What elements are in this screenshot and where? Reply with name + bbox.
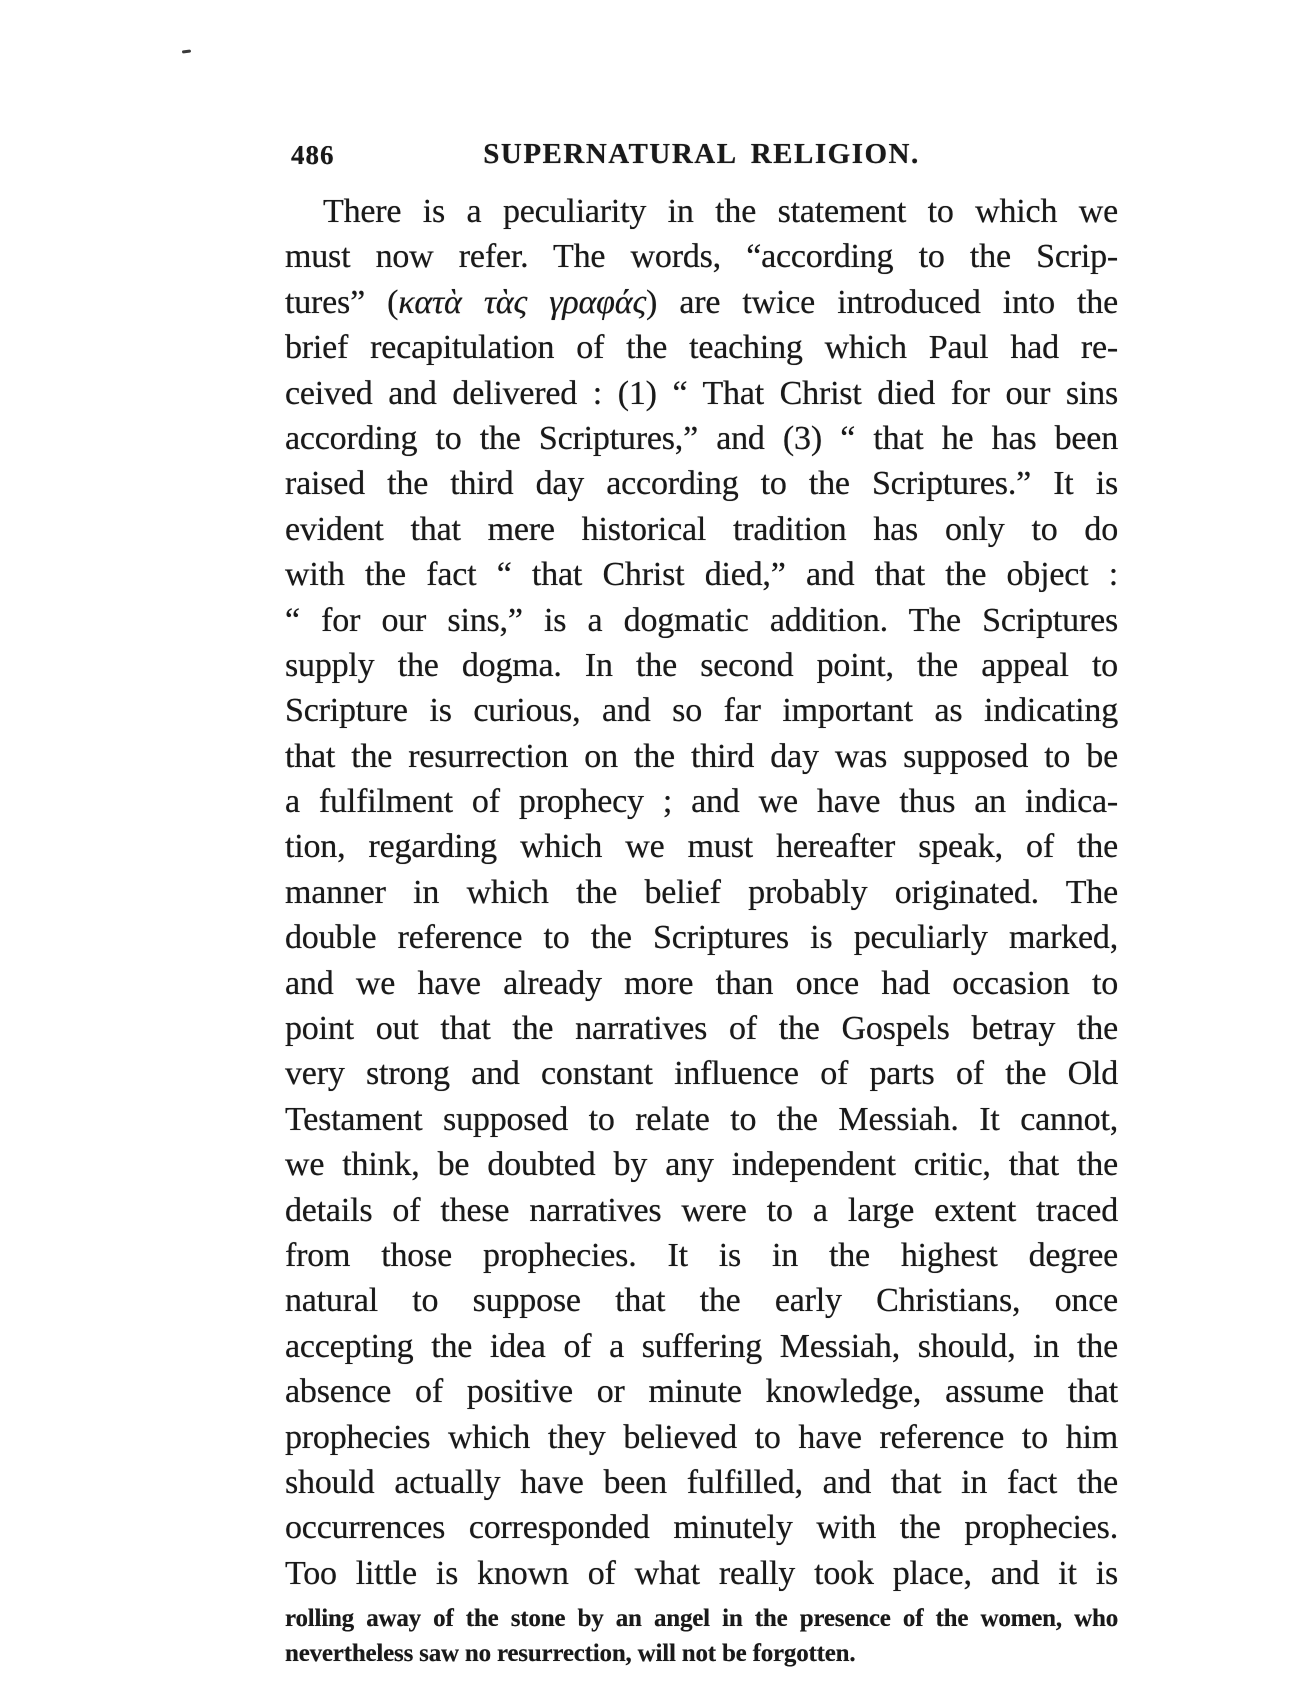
text-segment: tures” (: [285, 283, 399, 321]
scan-speck: [182, 49, 191, 53]
body-text-line: raised the third day according to the Scriptures.” It is: [285, 465, 1118, 503]
body-text-line: very strong and constant influence of parts of the Old: [285, 1055, 1118, 1093]
body-text-line: details of these narratives were to a large extent traced: [285, 1191, 1118, 1229]
body-text-line: occurrences corresponded minutely with the prophecies.: [285, 1509, 1118, 1547]
body-text-line: “ for our sins,” is a dogmatic addition. The Scriptures: [285, 601, 1118, 639]
body-text-line: prophecies which they believed to have reference to him: [285, 1418, 1118, 1456]
body-text-line: evident that mere historical tradition has only to do: [285, 510, 1118, 548]
footnote-line: nevertheless saw no resurrection, will not be forgotten.: [285, 1640, 856, 1667]
running-title: SUPERNATURAL RELIGION.: [483, 138, 920, 170]
body-text-line: must now refer. The words, “according to the Scrip-: [285, 238, 1118, 276]
body-text-line: brief recapitulation of the teaching which Paul had re-: [285, 329, 1118, 367]
page-header: [285, 138, 1118, 172]
body-text-line: accepting the idea of a suffering Messiah, should, in the: [285, 1327, 1118, 1365]
body-text-line: ceived and delivered : (1) “ That Christ died for our sins: [285, 374, 1118, 412]
body-text-line: that the resurrection on the third day was supposed to be: [285, 737, 1118, 775]
page-number: 486: [291, 140, 335, 170]
body-text-line: a fulfilment of prophecy ; and we have thus an indica-: [285, 783, 1118, 821]
body-text-line: Testament supposed to relate to the Messiah. It cannot,: [285, 1100, 1118, 1138]
body-paragraph: [285, 189, 1118, 1596]
body-text-line: point out that the narratives of the Gospels betray the: [285, 1010, 1118, 1048]
body-text-line: should actually have been fulfilled, and that in fact the: [285, 1463, 1118, 1501]
body-text-line: with the fact “ that Christ died,” and that the object :: [285, 556, 1118, 594]
text-segment: ) are twice introduced into the: [646, 283, 1118, 321]
body-text-line: we think, be doubted by any independent critic, that the: [285, 1146, 1118, 1184]
body-text-line: according to the Scriptures,” and (3) “ that he has been: [285, 419, 1118, 457]
body-text-line: [285, 280, 1118, 325]
body-text-line: supply the dogma. In the second point, the appeal to: [285, 646, 1118, 684]
body-text-line: manner in which the belief probably originated. The: [285, 873, 1118, 911]
body-text-line: double reference to the Scriptures is peculiarly marked,: [285, 919, 1118, 957]
body-text-line: absence of positive or minute knowledge, assume that: [285, 1373, 1118, 1411]
body-text-line: and we have already more than once had occasion to: [285, 964, 1118, 1002]
body-text-line: from those prophecies. It is in the highest degree: [285, 1236, 1118, 1274]
body-text-line: tion, regarding which we must hereafter speak, of the: [285, 828, 1118, 866]
body-text-line: Scripture is curious, and so far important as indicating: [285, 692, 1118, 730]
footnote: [285, 1601, 1118, 1671]
body-text-line: Too little is known of what really took place, and it is: [285, 1554, 1118, 1592]
greek-phrase: κατὰ τὰς γραφάς: [398, 283, 647, 321]
footnote-line: rolling away of the stone by an angel in the presence of the women, who: [285, 1605, 1118, 1632]
body-text-line: natural to suppose that the early Christians, once: [285, 1282, 1118, 1320]
body-text-line: There is a peculiarity in the statement to which we: [323, 193, 1118, 230]
